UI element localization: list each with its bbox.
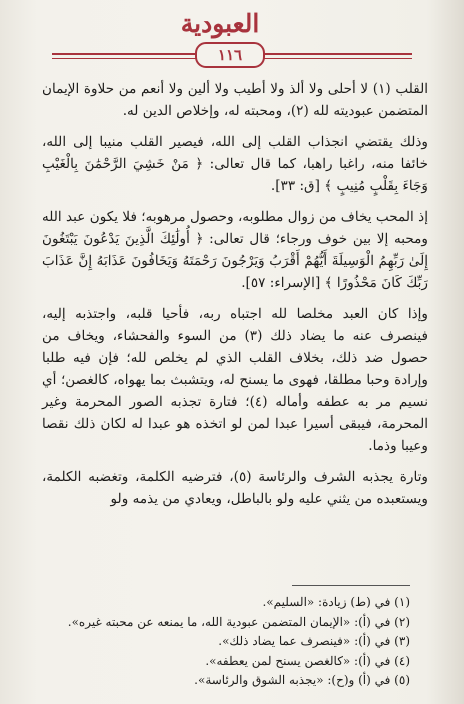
page-header: [0, 0, 464, 70]
paragraph-3: إذ المحب يخاف من زوال مطلوبه، وحصول مرهوبه؛ فلا يكون عبد الله ومحبه إلا بين خوف ورجاء؛ قال تعالى: ﴿ أُولَٰئِكَ الَّذِينَ يَدْعُونَ يَبْتَغُونَ إِلَىٰ رَبِّهِمُ الْوَسِيلَةَ أَيُّهُمْ أَقْرَبُ وَيَرْجُونَ رَحْمَتَهُ وَيَخَافُونَ عَذَابَهُ إِنَّ عَذَابَ رَبِّكَ كَانَ مَحْذُورًا ﴾ [الإسراء: ٥٧].: [42, 209, 428, 291]
paragraph-4: وإذا كان العبد مخلصا لله اجتباه ربه، فأحيا قلبه، واجتذبه إليه، فينصرف عنه ما يضاد ذلك (٣) من السوء والفحشاء، ويخاف من حصول ضد ذلك، بخلاف القلب الذي لم يخلص لله؛ فإن فيه طلبا وإرادة وحبا مطلقا، فهوى ما يسنح له، ويتشبث بما يهواه، كالغصن؛ أي نسيم مر به عطفه وأماله (٤)؛ فتارة تجذبه الصور المحرمة وغير المحرمة، فيبقى أسيرا عبدا لمن لو اتخذه هو عبدا له لكان ذلك نقصا وعيبا وذما.: [42, 306, 428, 454]
main-text: [42, 78, 428, 519]
footnote-5: (٥) في (أ) و(ح): «يجذبه الشوق والرئاسة».: [194, 673, 410, 687]
footnote-2: (٢) في (أ): «الإيمان المتضمن عبودية الله، ما يمنعه عن محبته غيره».: [67, 614, 410, 629]
paragraph-2: وذلك يقتضي انجذاب القلب إلى الله، فيصير القلب منيبا إلى الله، خائفا منه، راغبا راهبا، كما قال تعالى: ﴿ مَنْ خَشِيَ الرَّحْمَٰنَ بِالْغَيْبِ وَجَاءَ بِقَلْبٍ مُنِيبٍ ﴾ [ق: ٣٣].: [42, 134, 428, 194]
footnote-4: (٤) في (أ): «كالغصن يسنح لمن يعطفه».: [205, 653, 410, 668]
footnote-3: (٣) في (أ): «فينصرف عما يضاد ذلك».: [218, 634, 410, 648]
page-number: ١١٦: [195, 42, 265, 68]
footnote-rule: [292, 585, 410, 586]
running-title: العبودية: [180, 9, 260, 38]
footnote-1: (١) في (ط) زيادة: «السليم».: [262, 595, 410, 609]
footnotes: [60, 593, 410, 691]
paragraph-1: القلب (١) لا أحلى ولا ألذ ولا أطيب ولا ألين ولا أنعم من حلاوة الإيمان المتضمن عبوديته لله (٢)، ومحبته له، وإخلاص الدين له.: [42, 81, 428, 119]
paragraph-5: وتارة يجذبه الشرف والرئاسة (٥)، فترضيه الكلمة، وتغضبه الكلمة، ويستعبده من يثني عليه ولو بالباطل، ويعادي من يذمه ولو: [42, 469, 428, 507]
